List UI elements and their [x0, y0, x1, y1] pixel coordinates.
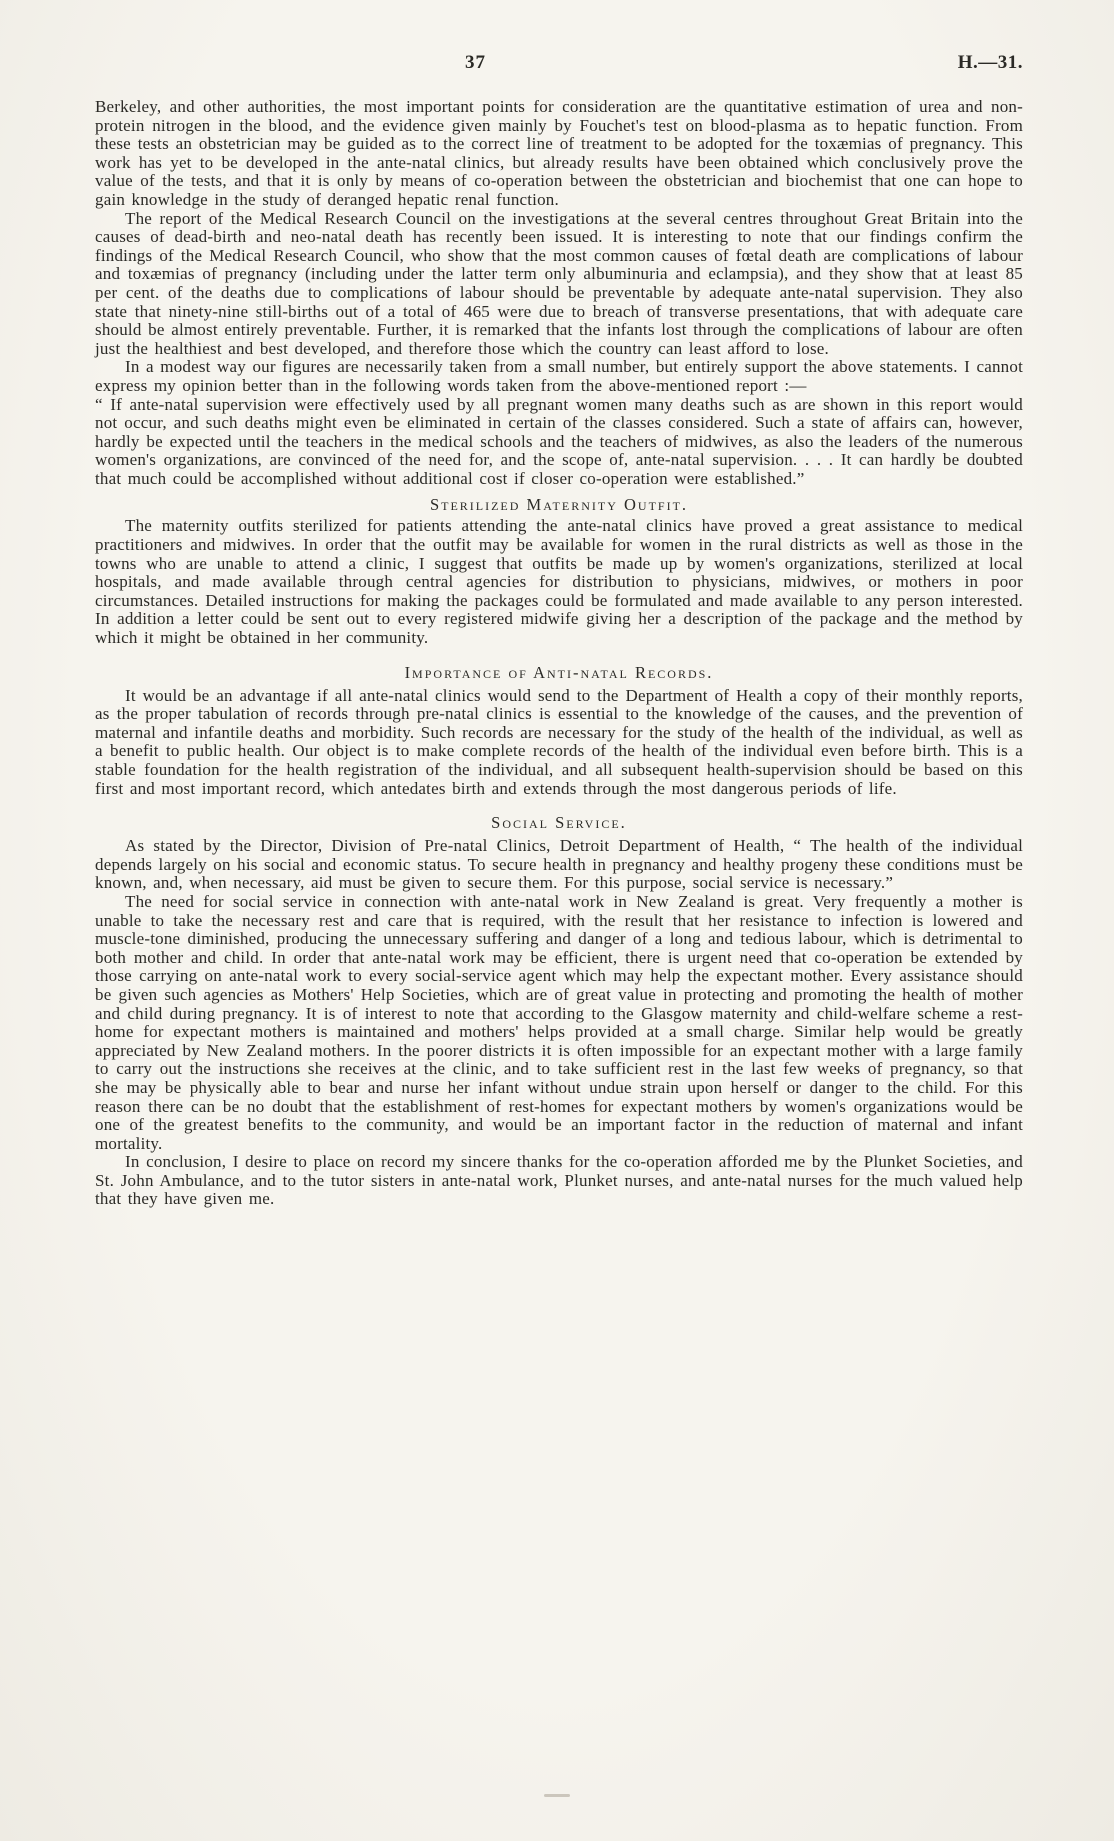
- paragraph-conclusion: In conclusion, I desire to place on record my sincere thanks for the co-operation afforded me by the Plunket Societies, and St. John Ambulance, and to the tutor sisters in ante-natal work, Plunket nurses, and ante-natal nurses for the much valued help that they have given me.: [95, 1152, 1023, 1209]
- paragraph-social-service-need: The need for social service in connection with ante-natal work in New Zealand is great. Very frequently a mother is unable to take the necessary rest and care that is required, with the result that her resistance to infection is lowered and muscle-tone diminished, producing the unnecessary suffering and danger of a long and tedious labour, which is detrimental to both mother and child. In order that ante-natal work may be efficient, there is urgent need that co-operation be extended by those carrying on ante-natal work to every social-service agent which may help the expectant mother. Every assistance should be given such agencies as Mothers' Help Societies, which are of great value in protecting and promoting the health of mother and child during pregnancy. It is of interest to note that according to the Glasgow maternity and child-welfare scheme a rest-home for expectant mothers is maintained and mothers' helps provided at a small charge. Similar help would be greatly appreciated by New Zealand mothers. In the poorer districts it is often impossible for an expectant mother with a large family to carry out the instructions she receives at the clinic, and to take sufficient rest in the last few weeks of pregnancy, so that she may be physically able to bear and nurse her infant without undue strain upon herself or danger to the child. For this reason there can be no doubt that the establishment of rest-homes for expectant mothers by women's organizations would be one of the greatest benefits to the community, and would be an important factor in the reduction of maternal and infant mortality.: [95, 891, 1023, 1153]
- paragraph-berkeley: Berkeley, and other authorities, the most important points for consideration are the quantitative estimation of urea and non-protein nitrogen in the blood, and the evidence given mainly by Fouchet's test on blood-plasma as to hepatic function. From these tests an obstetrician may be guided as to the correct line of treatment to be adopted for the toxæmias of pregnancy. This work has yet to be developed in the ante-natal clinics, but already results have been obtained which conclusively prove the value of the tests, and that it is only by means of co-operation between the obstetrician and biochemist that one can hope to gain knowledge in the study of deranged hepatic renal function.: [95, 97, 1023, 209]
- section-heading-social-service: Social Service.: [491, 813, 627, 833]
- page-header: [95, 52, 1023, 78]
- printers-mark: [544, 1794, 570, 1797]
- document-code: H.—31.: [957, 52, 1023, 73]
- paragraph-records: It would be an advantage if all ante-natal clinics would send to the Department of Health a copy of their monthly reports, as the proper tabulation of records through pre-natal clinics is essential to the knowledge of the causes, and the prevention of maternal and infantile deaths and morbidity. Such records are necessary for the study of the health of the individual, as well as a benefit to public health. Our object is to make complete records of the health of the individual even before birth. This is a stable foundation for the health registration of the individual, and all subsequent health-supervision should be based on this first and most important record, which antedates birth and extends through the most dangerous periods of life.: [95, 685, 1023, 798]
- page-number: 37: [464, 52, 486, 73]
- section-heading-sterilized-maternity-outfit: Sterilized Maternity Outfit.: [429, 495, 689, 515]
- quoted-passage: “ If ante-natal supervision were effectively used by all pregnant women many deaths such as are shown in this report would not occur, and such deaths might even be eliminated in certain of the classes considered. Such a state of affairs can, however, hardly be expected until the teachers in the medical schools and the teachers of midwives, as also the leaders of the numerous women's organizations, are convinced of the need for, and the scope of, ante-natal supervision. . . . It can hardly be doubted that much could be accomplished without additional cost if closer co-operation were established.”: [95, 394, 1023, 488]
- paragraph-mrc-report: The report of the Medical Research Council on the investigations at the several centres throughout Great Britain into the causes of dead-birth and neo-natal death has recently been issued. It is interesting to note that our findings confirm the findings of the Medical Research Council, who show that the most common causes of fœtal death are complications of labour and toxæmias of pregnancy (including under the latter term only albuminuria and eclampsia), and they show that at least 85 per cent. of the deaths due to complications of labour should be preventable by adequate ante-natal supervision. They also state that ninety-nine still-births out of a total of 465 were due to breach of transverse presentations, that with adequate care should be almost entirely preventable. Further, it is remarked that the infants lost through the complications of labour are often just the healthiest and best developed, and therefore those which the country can least afford to lose.: [95, 208, 1023, 358]
- section-heading-anti-natal-records: Importance of Anti-natal Records.: [404, 662, 714, 682]
- paragraph-modest-way: In a modest way our figures are necessarily taken from a small number, but entirely support the above statements. I cannot express my opinion better than in the following words taken from the above-mentioned report :—: [95, 357, 1023, 395]
- paragraph-detroit-quote: As stated by the Director, Division of Pre-natal Clinics, Detroit Department of Health, “ The health of the individual depends largely on his social and economic status. To secure health in pregnancy and healthy progeny these conditions must be known, and, when necessary, aid must be given to secure them. For this purpose, social service is necessary.”: [95, 836, 1023, 893]
- paragraph-maternity-outfits: The maternity outfits sterilized for patients attending the ante-natal clinics have proved a great assistance to medical practitioners and midwives. In order that the outfit may be available for women in the rural districts as well as those in the towns who are unable to attend a clinic, I suggest that outfits be made up by women's organizations, sterilized at local hospitals, and made available through central agencies for distribution to physicians, midwives, or mothers in poor circumstances. Detailed instructions for making the packages could be formulated and made available to any person interested. In addition a letter could be sent out to every registered midwife giving her a description of the package and the method by which it might be obtained in her community.: [95, 516, 1023, 648]
- page-content: [95, 52, 1023, 1209]
